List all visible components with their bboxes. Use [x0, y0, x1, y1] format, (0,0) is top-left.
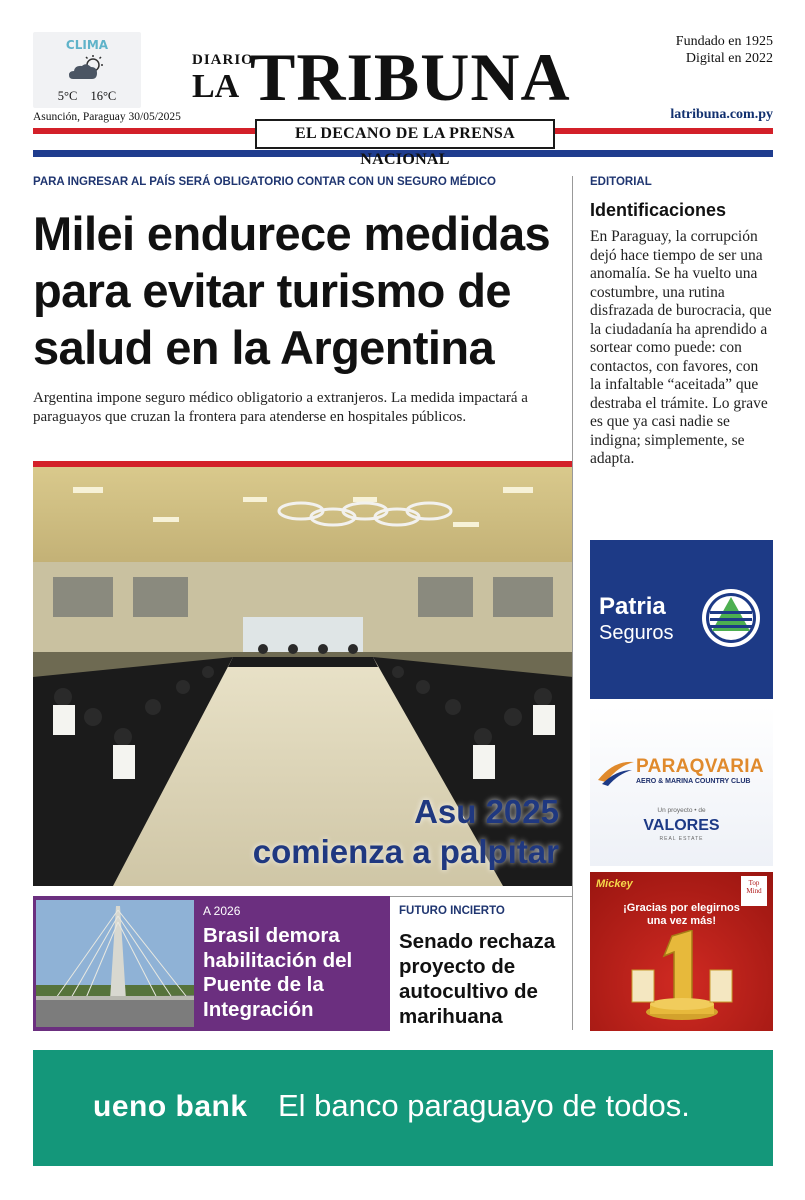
patria-name: Patria: [599, 593, 666, 620]
ueno-bank-logo: ueno bank: [93, 1090, 248, 1123]
ad-paraqvaria[interactable]: [590, 706, 773, 866]
paraqvaria-brand: PARAQVARIA: [636, 756, 764, 777]
ad-patria-seguros[interactable]: [590, 540, 773, 699]
editorial-body: En Paraguay, la corrupción dejó hace tiempo de ser una anomalía. Se ha vuelto una costumbre, una rutina disfrazada de burocracia, que la ciudadanía ha aprendido a sortear como puede: con contactos, con favores, con la infaltable “aceitada” que destraba el trámite. Lo grave es que ya casi nadie se indigna; simplemente, se adapta.: [590, 228, 772, 467]
bridge-photo: [36, 900, 194, 1027]
photo-caption-line2: comienza a palpitar: [252, 833, 559, 870]
patria-seguros: Seguros: [599, 622, 674, 644]
topmind-badge: Top Mind: [741, 876, 767, 906]
partly-cloudy-icon: [67, 55, 107, 81]
story-puente[interactable]: [33, 896, 390, 1031]
ad-mickey[interactable]: [590, 872, 773, 1031]
slogan-text: EL DECANO DE LA PRENSA NACIONAL: [295, 125, 515, 168]
founded-info: [676, 33, 773, 67]
mickey-thanks-line1: ¡Gracias por elegirnos: [623, 902, 740, 914]
weather-temps: [33, 89, 141, 104]
story-puente-kicker: A 2026: [203, 904, 241, 918]
valores-subtitle: REAL ESTATE: [659, 836, 704, 842]
weather-label: CLIMA: [65, 38, 109, 52]
digital-year: Digital en 2022: [685, 51, 773, 66]
dateline: Asunción, Paraguay 30/05/2025: [33, 111, 181, 123]
story-senado[interactable]: [390, 896, 572, 1031]
founded-year: Fundado en 1925: [675, 34, 773, 49]
paraqvaria-project: Un proyecto • de: [657, 807, 706, 814]
masthead-diario: DIARIO: [192, 52, 254, 68]
story-senado-headline[interactable]: Senado rechaza proyecto de autocultivo de marihuana: [399, 930, 556, 1028]
ueno-bank-slogan: El banco paraguayo de todos.: [278, 1088, 690, 1123]
lead-deck: Argentina impone seguro médico obligatorio a extranjeros. La medida impactará a paraguayos que cruzan la frontera para atenderse en hospitales públicos.: [33, 390, 528, 425]
temp-max: 16°C: [90, 89, 117, 103]
editorial-kicker: EDITORIAL: [590, 176, 652, 188]
weather-widget: [33, 32, 141, 108]
paraqvaria-subtitle: AERO & MARINA COUNTRY CLUB: [636, 778, 751, 785]
masthead-tribuna: TRIBUNA: [250, 39, 571, 115]
mickey-thanks: [590, 902, 773, 928]
temp-min: 5°C: [57, 89, 78, 103]
photo-caption-line1: Asu 2025: [414, 793, 559, 830]
paraqvaria-swoosh-icon: [596, 756, 636, 786]
valores-brand: VALORES: [643, 817, 720, 834]
trophy-number-one-icon: [630, 930, 734, 1030]
column-divider: [572, 176, 573, 1030]
editorial-title[interactable]: Identificaciones: [590, 200, 727, 220]
lead-kicker: PARA INGRESAR AL PAÍS SERÁ OBLIGATORIO CONTAR CON UN SEGURO MÉDICO: [33, 176, 497, 188]
mickey-logo: Mickey: [596, 878, 633, 890]
slogan-banner: [255, 119, 555, 168]
ad-ueno-bank[interactable]: [33, 1050, 773, 1166]
website-link[interactable]: latribuna.com.py: [670, 107, 773, 122]
photo-caption: [253, 792, 559, 872]
lead-headline[interactable]: Milei endurece medidas para evitar turismo de salud en la Argentina: [33, 207, 551, 374]
mickey-thanks-line2: una vez más!: [646, 915, 717, 927]
masthead-la: LA: [192, 68, 240, 105]
story-puente-headline[interactable]: Brasil demora habilitación del Puente de la Integración: [203, 924, 353, 1021]
conference-photo[interactable]: [33, 461, 573, 886]
patria-logo-icon: [700, 587, 762, 649]
story-senado-kicker: FUTURO INCIERTO: [399, 905, 505, 917]
